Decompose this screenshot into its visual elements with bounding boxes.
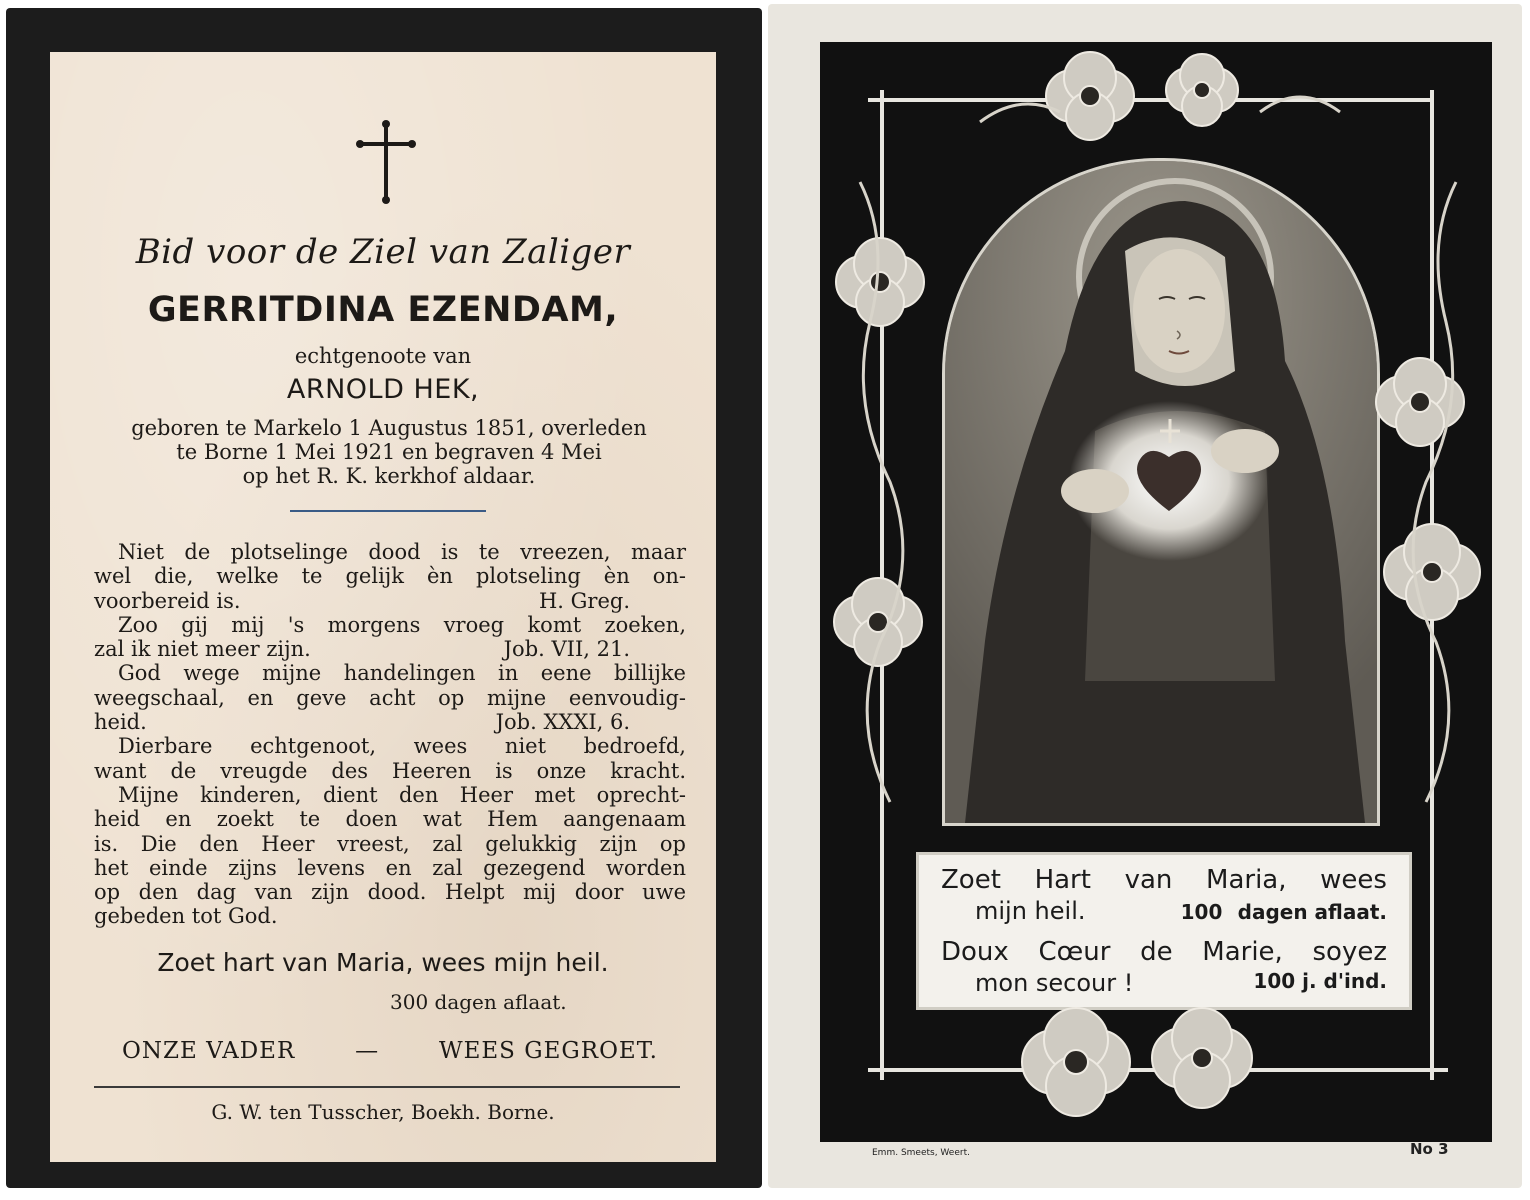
card-paper [50,52,716,1162]
verse-line: weegschaal, en geve acht op mijne eenvoudig- [94,685,686,710]
left-memorial-card [6,8,762,1188]
bio-line: te Borne 1 Mei 1921 en begraven 4 Mei [176,440,602,464]
verse-reference: Job. VII, 21. [503,637,630,662]
intro-text: Bid voor de Ziel van Zaliger [135,232,631,272]
card-number: No 3 [1410,1140,1449,1158]
bio-line: geboren te Markelo 1 Augustus 1851, overleden [131,416,647,440]
verse-line: op den dag van zijn dood. Helpt mij door uwe [94,880,686,905]
verse-line: want de vreugde des Heeren is onze kracht. [94,758,686,783]
prayer-line-3: Doux Cœur de Marie, soyez [941,937,1387,967]
prayer-hail-mary: WEES GEGROET. [438,1038,658,1064]
prayer-line-2: mijn heil. 100 dagen aflaat. [975,897,1387,925]
frame-line-top [868,98,1432,102]
publisher-credit: Emm. Smeets, Weert. [872,1148,970,1158]
verse-line: heid. Job. XXXI, 6. [94,710,686,734]
prayer-our-father: ONZE VADER [122,1038,296,1064]
prayer-panel [916,852,1412,1010]
prayer-line-4: mon secour ! 100 j. d'ind. [975,969,1387,997]
black-panel [820,42,1492,1142]
verse-line: gebeden tot God. [94,904,278,929]
verse-line: zal ik niet meer zijn. Job. VII, 21. [94,637,686,661]
spouse-name: ARNOLD HEK, [286,374,480,405]
frame-line-left [880,90,884,1080]
prayer-text: Zoet hart van Maria, wees mijn heil. [157,948,609,977]
biography [94,416,684,488]
bio-line: op het R. K. kerkhof aldaar. [242,464,536,488]
closing-prayers [122,1038,658,1064]
divider [290,510,486,512]
verse-line: Zoo gij mij 's morgens vroeg komt zoeken, [118,612,686,637]
prayer-line-1: Zoet Hart van Maria, wees [941,865,1387,895]
frame-line-right [1430,90,1434,1080]
verse-line: het einde zijns levens en zal gezegend worden [94,855,686,880]
verse-line: Niet de plotselinge dood is te vreezen, maar [118,540,686,564]
cross-icon [356,120,416,204]
spouse-intro: echtgenoote van [294,344,472,368]
verse-reference: H. Greg. [538,588,630,613]
verse-reference: Job. XXXI, 6. [495,710,630,735]
prayer-dash: — [355,1038,380,1064]
madonna-image [942,158,1380,826]
deceased-name: GERRITDINA EZENDAM, [147,290,619,330]
verse-line: is. Die den Heer vreest, zal gelukkig zijn op [94,831,686,856]
frame-line-bottom [868,1068,1448,1072]
verse-line: Dierbare echtgenoot, wees niet bedroefd, [118,734,686,759]
bottom-rule [94,1086,680,1088]
printer-credit: G. W. ten Tusscher, Boekh. Borne. [211,1100,555,1124]
verse-line: heid en zoekt te doen wat Hem aangenaam [94,807,686,832]
verses [94,540,686,929]
indulgence-text: 300 dagen aflaat. [390,990,567,1014]
verse-line: voorbereid is. H. Greg. [94,589,686,613]
verse-line: Mijne kinderen, dient den Heer met oprecht- [118,782,686,807]
verse-line: wel die, welke te gelijk èn plotseling èn on- [94,564,686,589]
verse-line: God wege mijne handelingen in eene billijke [118,661,686,686]
right-devotional-card [768,4,1522,1188]
